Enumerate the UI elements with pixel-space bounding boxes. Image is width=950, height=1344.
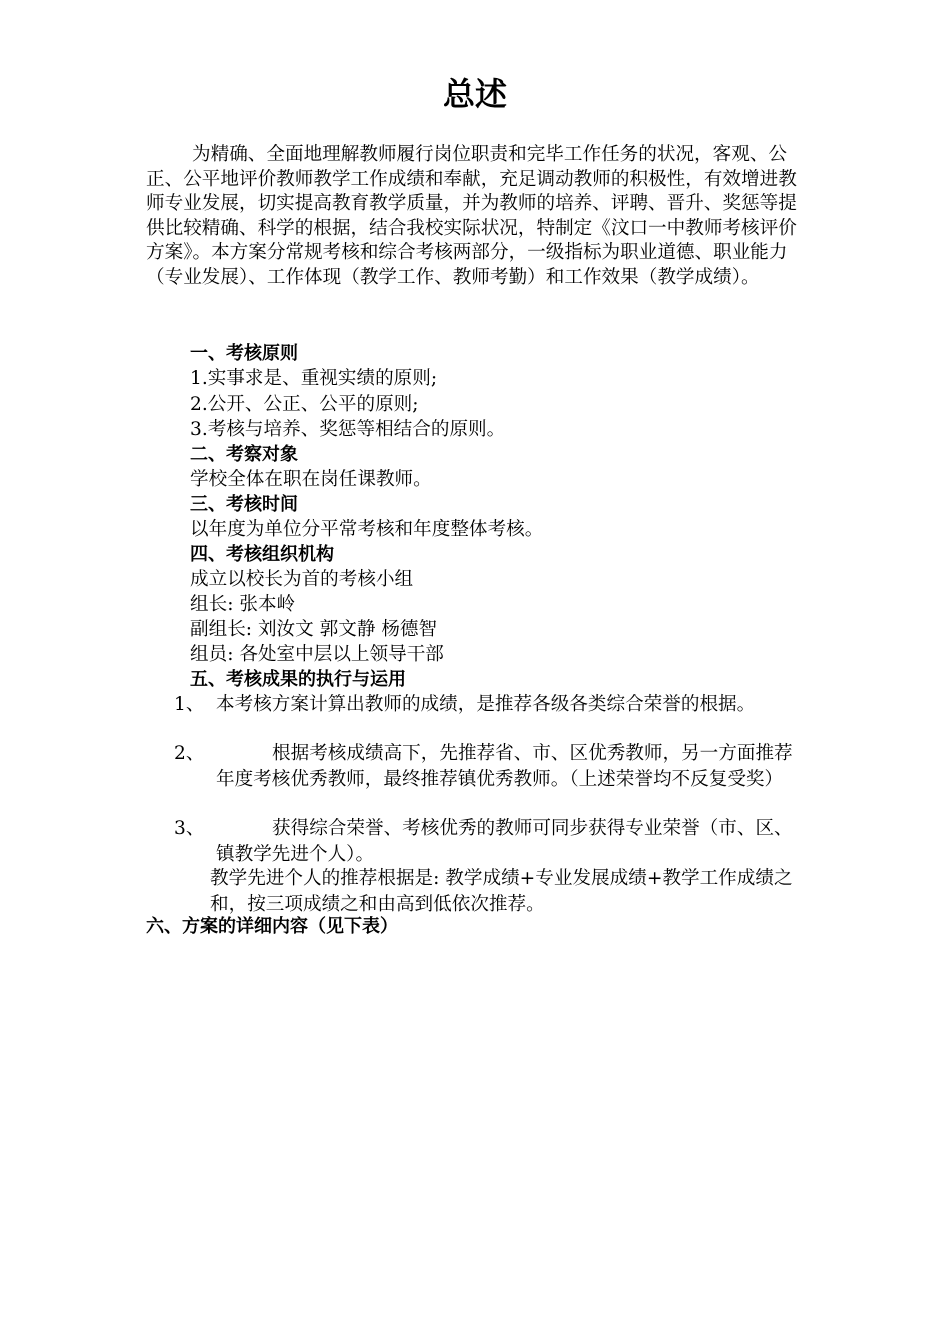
section-4-line-2: 组长: 张本岭 [190, 594, 296, 615]
item-text: 根据考核成绩高下，先推荐省、市、区优秀教师，另一方面推荐年度考核优秀教师，最终推荐镇优秀教师。（上述荣誉均不反复受奖） [216, 743, 793, 790]
section-1-heading: 一、考核原则 [190, 343, 298, 364]
section-2-heading: 二、考察对象 [190, 444, 298, 465]
section-4-heading: 四、考核组织机构 [190, 544, 334, 565]
section-2-text: 学校全体在职在岗任课教师。 [190, 469, 432, 490]
item-number: 3、 [174, 818, 205, 839]
section-4-line-3: 副组长: 刘汝文 郭文静 杨德智 [190, 619, 438, 640]
intro-paragraph [146, 143, 806, 291]
section-3-heading: 三、考核时间 [190, 494, 298, 515]
item-text: 获得综合荣誉、考核优秀的教师可同步获得专业荣誉（市、区、镇教学先进个人）。 [216, 818, 793, 865]
item-text: 本考核方案计算出教师的成绩，是推荐各级各类综合荣誉的根据。 [216, 694, 756, 715]
section-1-item-2: 2.公开、公正、公平的原则; [190, 394, 419, 415]
section-6-heading: 六、方案的详细内容（见下表） [146, 916, 398, 937]
section-5-item-2 [174, 741, 814, 819]
section-5-note [210, 866, 810, 918]
section-5-heading: 五、考核成果的执行与运用 [190, 669, 406, 690]
section-1-item-1: 1.实事求是、重视实绩的原则; [190, 368, 438, 389]
item-number: 1、 [174, 694, 205, 715]
section-4-line-1: 成立以校长为首的考核小组 [190, 569, 414, 590]
intro-text: 为精确、全面地理解教师履行岗位职责和完毕工作任务的状况，客观、公正、公平地评价教师教学工作成绩和奉献，充足调动教师的积极性，有效增进教师专业发展，切实提高教育教学质量，并为教师的培养、评聘、晋升、奖惩等提供比较精确、科学的根据，结合我校实际状况，特制定《汶口一中教师考核评价方案》。本方案分常规考核和综合考核两部分，一级指标为职业道德、职业能力（专业发展）、工作体现（教学工作、教师考勤）和工作效果（教学成绩）。 [146, 144, 797, 288]
section-1-item-3: 3.考核与培养、奖惩等相结合的原则。 [190, 419, 506, 440]
section-5-item-3 [174, 816, 814, 868]
item-number: 2、 [174, 743, 205, 764]
section-5-item-1 [174, 692, 814, 744]
section-4-line-4: 组员: 各处室中层以上领导干部 [190, 644, 444, 665]
section-3-text: 以年度为单位分平常考核和年度整体考核。 [190, 519, 544, 540]
page-title: 总述 [442, 75, 507, 113]
note-text: 教学先进个人的推荐根据是: 教学成绩+专业发展成绩+教学工作成绩之和，按三项成绩之和由高到低依次推荐。 [210, 868, 793, 915]
